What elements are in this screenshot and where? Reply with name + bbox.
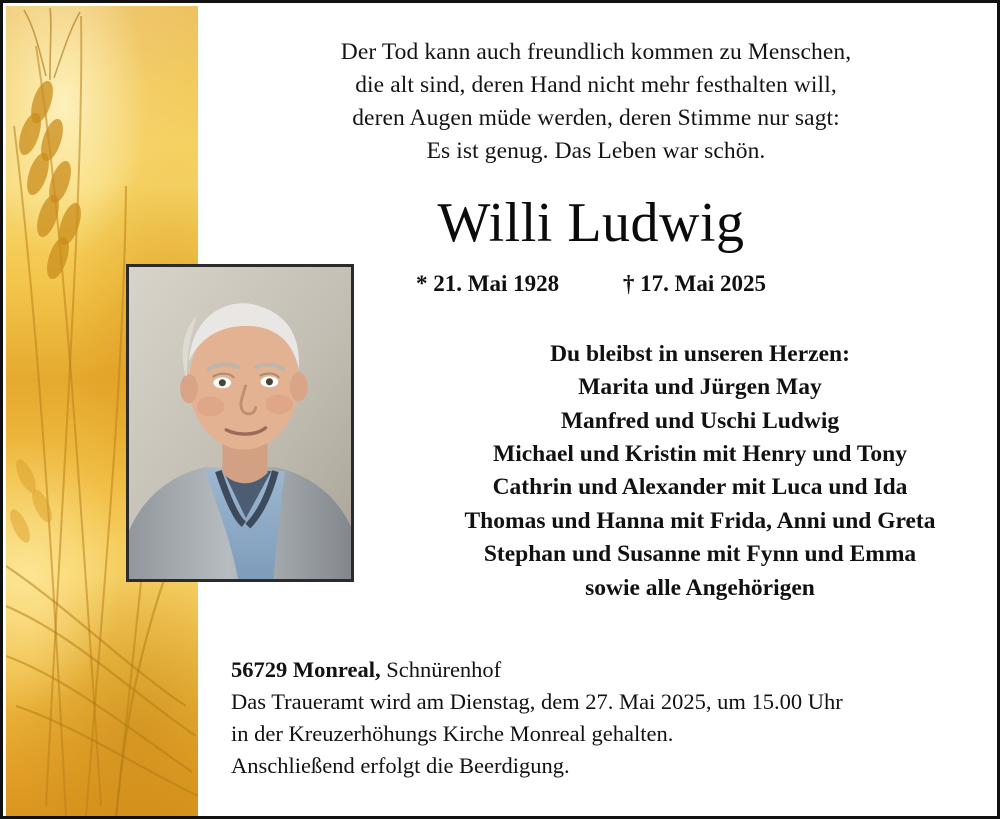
family-member: Thomas und Hanna mit Frida, Anni und Greta [464, 507, 936, 534]
street-name: Schnürenhof [386, 657, 502, 682]
service-details [231, 654, 974, 782]
poem-line-2: die alt sind, deren Hand nicht mehr festhalten will, [355, 71, 837, 98]
notice-content [198, 6, 994, 813]
birth-date: * 21. Mai 1928 [416, 271, 560, 296]
family-member: Stephan und Susanne mit Fynn und Emma [483, 541, 917, 568]
family-member: Manfred und Uschi Ludwig [560, 407, 840, 434]
service-line-3: Anschließend erfolgt die Beerdigung. [231, 752, 570, 778]
family-member: sowie alle Angehörigen [585, 574, 815, 601]
service-line-1: Das Traueramt wird am Dienstag, dem 27. Mai 2025, um 15.00 Uhr [231, 688, 843, 714]
family-block [420, 338, 980, 605]
address-line [231, 654, 974, 686]
poem-block [198, 36, 994, 168]
service-line-2: in der Kreuzerhöhungs Kirche Monreal gehalten. [231, 720, 674, 746]
poem-line-3: deren Augen müde werden, deren Stimme nur sagt: [352, 104, 840, 131]
deceased-name: Willi Ludwig [437, 192, 745, 254]
family-lead: Du bleibst in unseren Herzen: [550, 341, 850, 367]
death-date: † 17. Mai 2025 [622, 271, 766, 296]
family-member: Marita und Jürgen May [578, 374, 822, 401]
poem-line-1: Der Tod kann auch freundlich kommen zu Menschen, [340, 39, 852, 65]
family-member: Michael und Kristin mit Henry und Tony [493, 441, 907, 468]
poem-line-4: Es ist genug. Das Leben war schön. [426, 137, 766, 164]
postal-city: 56729 Monreal, [231, 657, 381, 682]
portrait-photo-elderly-man [126, 264, 354, 582]
portrait-illustration [129, 267, 351, 579]
family-member: Cathrin und Alexander mit Luca und Ida [492, 474, 908, 501]
